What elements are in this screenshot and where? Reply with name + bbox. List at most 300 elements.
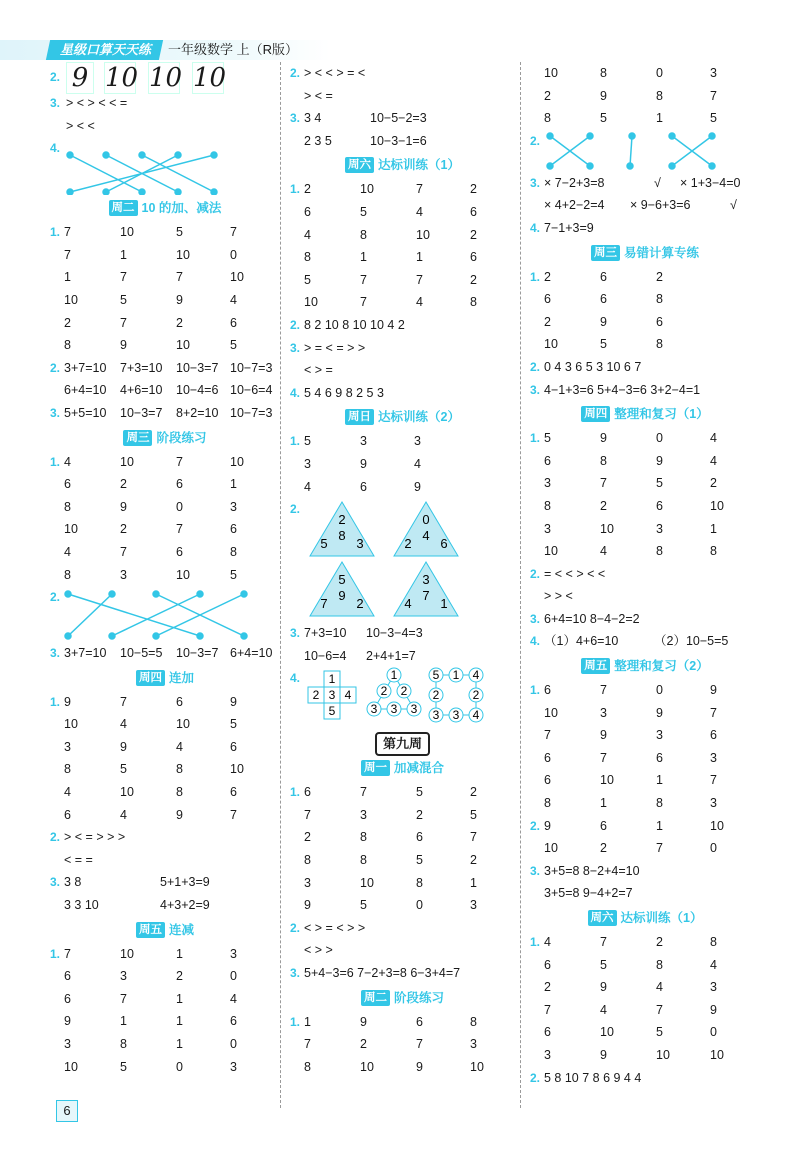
answer-cell: 10 [544,841,558,856]
answer-cell: 7 [416,182,423,197]
answer-row [530,769,760,792]
answer-cell: 2 [470,272,477,287]
answer-cell: 0 [230,1037,237,1051]
answer-cell: 2 [656,935,663,949]
answer-cell: 8 [416,875,423,890]
answer-cell: 8 [710,544,717,559]
answer-cell: 0 [656,683,663,698]
answer-cell: 9 [230,694,237,709]
answer-cell: 2 [470,227,477,242]
answer-cell: 2 [360,1037,367,1052]
ring-number: 4 [472,708,480,723]
answer-cell: 10 [120,785,134,800]
answer-row [290,453,515,476]
answer-row [290,1033,515,1056]
answer-cell: 8 [64,499,71,514]
answer-row [50,804,280,827]
answer-cell: 7 [544,1002,551,1017]
ring-number: 2 [432,688,440,703]
answer-row [530,85,760,108]
answer-cell: 7 [416,272,423,287]
answer-cell: 7 [304,1037,311,1052]
triangle-number: 2 [404,536,412,552]
answer-cell: 5 [360,898,367,913]
answer-cell: 9 [120,499,127,514]
answer-row [530,702,760,725]
answer-cell: 8 [470,295,477,310]
answer-cell: 10 [230,762,244,777]
answer-cell: 4 [230,292,237,307]
answer-cell: 1 [360,250,367,265]
answer-row [530,747,760,770]
answer-row [290,291,515,314]
answer-cell: 10 [600,773,614,788]
answer-row [530,333,760,356]
page-number: 6 [56,1100,78,1122]
answer-row [50,758,280,781]
answer-cell: 0 [710,841,717,856]
answer-row [530,311,760,334]
column-2: 2. > < < > = < > < = 3. 3 4 10−5−2=3 2 3 5 10−3−1=6 周六 达标训练（1） 1. 2 10 7 2 6 5 4 6 4 8 10 2 8 1 1 6 5 7 7 2 10 7 4 8 2. 8 2 10 8 10 10 4 2 3. > = < = > > < > = 4. 5 4 6 9 8 2 5 3 周日 达标训练（2） 1. 5 3 3 3 9 4 4 6 9 2. 2 5 8 3 0 2 4 6 5 7 9 2 3 4 7 1 3. 7+3=10 10−3−4=3 10−6=4 2+4+1=7 4. 1 2 3 4 5 1 2 2 3 3 3 5 1 4 2 2 3 3 4 第九周 周一 加减混合 1. 6 7 5 2 7 3 2 5 2 8 6 7 8 8 5 2 3 10 8 1 9 5 0 3 2. < > = < > > < > > 3. 5+4−3=6 7−2+3=8 6−3+4=7 周二 阶段练习 1. 1 9 6 8 7 2 7 3 8 10 9 10 [290,62,515,1078]
question-number: 2. [530,818,541,833]
answer-cell: 6 [304,204,311,219]
answer-cell: 7 [600,476,607,491]
answer-cell: 6 [544,292,551,307]
answer-cell: 3 [600,705,607,720]
answer-cell: 4 [304,479,311,494]
answer-cell: 3 [230,946,237,961]
triangle-number: 8 [338,528,346,544]
answer-cell: 2 [710,476,717,491]
answer-cell: 7 [710,705,717,720]
answer-cell: 6 [544,683,551,698]
answer-row [50,736,280,759]
answer-cell: 7 [304,807,311,822]
answer-cell: 7 [416,1037,423,1052]
answer-cell: 6 [470,250,477,265]
answer-cell: 3 [710,980,717,995]
answer-cell: 8 [230,544,237,559]
answer-cell: 7 [230,225,237,240]
number-puzzles [304,667,504,729]
tri-number: 3 [410,702,418,717]
answer-cell: 4 [230,991,237,1006]
answer-cell: 6 [544,1025,551,1040]
answer-cell: 1 [64,270,71,285]
answer-row [530,792,760,815]
answer-cell: 10 [120,946,134,961]
answer-row [290,1011,515,1034]
answer-cell: 6 [544,773,551,788]
answer-cell: 2 [64,315,71,330]
answer-cell: 9 [710,683,717,698]
answer-cell: 8 [710,935,717,949]
answer-row [50,473,280,496]
answer-cell: 9 [304,898,311,913]
column-divider [280,62,281,1108]
answer-row [50,451,280,474]
answer-cell: 9 [120,338,127,353]
answer-cell: 6 [360,479,367,494]
answer-cell: 9 [176,807,183,822]
answer-cell: 4 [710,431,717,446]
cross-number: 5 [328,704,336,719]
section-heading: 周二 10 的加、减法 [50,195,280,221]
section-heading: 周四 连加 [50,665,280,691]
header-brand: 星级口算天天练 [46,40,163,60]
answer-cell: 3 [64,739,71,754]
section-heading: 周一 加减混合 [290,755,515,781]
answer-row [50,564,280,587]
answer-cell: 8 [360,830,367,845]
tri-number: 1 [390,668,398,683]
answer-cell: 2 [304,182,311,197]
answer-cell: 6 [64,991,71,1006]
answer-cell: 5 [416,853,423,868]
answer-row [530,427,760,450]
ring-number: 5 [432,668,440,683]
answer-cell: 4 [544,935,551,949]
answer-cell: 9 [416,1059,423,1074]
answer-row [290,476,515,499]
tri-number: 3 [390,702,398,717]
answer-cell: 7 [120,270,127,285]
answer-cell: 7 [710,88,717,103]
answer-cell: 4 [64,544,71,559]
column-1: 2. 9 10 10 10 3. > < > < < = > < < 4. 周二 10 的加、减法 1. 7 10 5 7 7 1 10 0 1 7 7 10 10 5 9 4 2 7 2 6 8 9 10 5 2. 3+7=10 7+3=10 10−3=7 10−7=3 6+4=10 4+6=10 10−4=6 10−6=4 3. 5+5=10 10−3=7 8+2=10 10−7=3 周三 阶段练习 1. 4 10 7 10 6 2 6 1 8 9 0 3 10 2 7 6 4 7 6 8 8 3 10 5 2. 3. 3+7=10 10−5=5 10−3=7 6+4=10 周四 连加 1. 9 7 6 9 10 4 10 5 3 9 4 6 8 5 8 10 4 10 8 6 6 4 9 7 2. > < = > > > < = = 3. 3 8 5+1+3=9 3 3 10 4+3+2=9 周五 连减 1. 7 10 1 3 6 3 2 0 6 7 1 4 9 1 1 6 3 8 1 0 10 5 0 3 [50,62,280,1078]
answer-cell: 7 [544,728,551,743]
answer-cell: 6 [544,453,551,468]
answer-cell: 4 [120,717,127,732]
answer-cell: 0 [710,1025,717,1040]
answer-cell: 4 [176,739,183,754]
answer-cell: 4 [656,980,663,995]
answer-cell: 3 [470,898,477,913]
answer-cell: 9 [544,818,551,833]
answer-cell: 6 [656,314,663,329]
answer-cell: 6 [416,1014,423,1029]
answer-cell: 6 [544,957,551,972]
answer-cell: 2 [120,522,127,537]
answer-cell: 6 [230,522,237,537]
answer-cell: 8 [360,853,367,868]
answer-cell: 10 [710,498,724,513]
cross-number: 4 [344,688,352,703]
answer-cell: 5 [304,434,311,449]
answer-cell: 2 [176,969,183,984]
answer-cell: 0 [176,499,183,514]
answer-row [290,872,515,895]
number-triangles [304,498,504,622]
question-number: 1. [290,182,301,197]
section-heading: 周二 阶段练习 [290,985,515,1011]
answer-cell: 10 [544,705,558,720]
answer-cell: 3 [414,434,421,449]
answer-cell: 3 [710,66,717,80]
answer-cell: 10 [360,182,374,197]
answer-cell: 3 [544,476,551,491]
answer-cell: 6 [64,807,71,822]
answer-row [530,1021,760,1044]
answer-cell: 4 [600,1002,607,1017]
answer-cell: 8 [304,250,311,265]
answer-cell: 3 [710,750,717,765]
answer-row [50,244,280,267]
answer-cell: 6 [64,477,71,492]
answer-cell: 8 [64,338,71,353]
answer-cell: 2 [120,477,127,492]
answer-cell: 8 [656,292,663,307]
question-number: 1. [50,454,61,469]
answer-cell: 1 [710,521,717,536]
answer-cell: 3 [544,521,551,536]
section-heading: 周五 整理和复习（2） [530,653,760,679]
answer-cell: 6 [64,969,71,984]
answer-cell: 7 [64,225,71,240]
answer-cell: 8 [470,1014,477,1029]
answer-row [290,894,515,917]
cross-number: 1 [328,672,336,687]
cross-number: 2 [312,688,320,703]
answer-cell: 3 [304,456,311,471]
answer-cell: 10 [176,567,190,582]
answer-cell: 10 [710,1047,724,1062]
answer-row [290,1056,515,1079]
triangle-number: 4 [404,596,412,612]
answer-cell: 6 [416,830,423,845]
answer-cell: 6 [600,818,607,833]
answer-cell: 3 [120,969,127,984]
matching-lines [544,130,744,172]
question-number: 1. [530,683,541,698]
answer-row [530,976,760,999]
answer-row [290,201,515,224]
answer-cell: 1 [656,111,663,126]
cross-number: 3 [328,688,336,703]
answer-cell: 5 [230,717,237,732]
answer-cell: 5 [120,292,127,307]
triangle-number: 3 [422,572,430,588]
matching-lines [64,586,274,642]
answer-row [290,826,515,849]
question-number: 1. [50,225,61,240]
answer-row [50,496,280,519]
answer-cell: 10 [64,522,78,537]
answer-cell: 7 [230,807,237,822]
answer-cell: 5 [360,204,367,219]
answer-cell: 7 [176,270,183,285]
answer-cell: 6 [230,315,237,330]
answer-cell: 6 [230,1014,237,1029]
answer-cell: 4 [710,957,717,972]
answer-cell: 0 [230,969,237,984]
answer-row [50,518,280,541]
answer-cell: 1 [176,1014,183,1029]
answer-cell: 9 [360,1014,367,1029]
tri-number: 3 [370,702,378,717]
answer-cell: 5 [120,762,127,777]
answer-cell: 5 [230,567,237,582]
answer-cell: 3 [360,434,367,449]
answer-cell: 2 [600,841,607,856]
answer-cell: 7 [120,544,127,559]
ring-number: 1 [452,668,460,683]
question-number: 1. [290,434,301,449]
answer-cell: 1 [176,946,183,961]
answer-cell: 7 [600,935,607,949]
answer-cell: 7 [656,841,663,856]
answer-cell: 7 [176,454,183,469]
answer-cell: 5 [544,431,551,446]
answer-cell: 6 [176,694,183,709]
answer-cell: 6 [230,739,237,754]
answer-cell: 5 [416,785,423,800]
answer-cell: 8 [304,853,311,868]
answer-cell: 9 [64,694,71,709]
answer-cell: 1 [656,818,663,833]
answer-cell: 6 [656,498,663,513]
answer-cell: 2 [416,807,423,822]
triangle-number: 9 [338,588,346,604]
answer-cell: 2 [544,314,551,329]
answer-row [50,943,280,966]
answer-cell: 4 [64,454,71,469]
answer-row [50,713,280,736]
answer-cell: 7 [120,991,127,1006]
triangle-number: 2 [356,596,364,612]
answer-cell: 1 [470,875,477,890]
answer-cell: 8 [656,337,663,352]
answer-cell: 10 [64,717,78,732]
answer-cell: 10 [176,717,190,732]
answer-cell: 7 [360,272,367,287]
answer-cell: 8 [656,88,663,103]
answer-cell: 7 [656,1002,663,1017]
answer-cell: 10 [600,1025,614,1040]
answer-row [530,107,760,130]
answer-cell: 10 [64,1059,78,1074]
answer-cell: 8 [656,544,663,559]
answer-cell: 7 [710,773,717,788]
answer-cell: 6 [176,544,183,559]
answer-cell: 2 [656,269,663,284]
answer-row [530,1044,760,1067]
ring-number: 3 [432,708,440,723]
answer-row [290,269,515,292]
answer-cell: 10 [544,337,558,352]
section-heading: 周四 整理和复习（1） [530,401,760,427]
ring-number: 2 [472,688,480,703]
section-heading: 周五 连减 [50,917,280,943]
answer-cell: 6 [656,750,663,765]
section-heading: 周六 达标训练（1） [530,905,760,931]
answer-row [50,781,280,804]
ring-number: 4 [472,668,480,683]
answer-cell: 10 [120,454,134,469]
answer-cell: 8 [176,762,183,777]
answer-row [50,965,280,988]
triangle-number: 0 [422,512,430,528]
triangle-number: 7 [422,588,430,604]
section-heading: 周三 阶段练习 [50,425,280,451]
answer-cell: 8 [176,785,183,800]
answer-cell: 2 [176,315,183,330]
answer-cell: 10 [64,292,78,307]
answer-row [530,495,760,518]
answer-cell: 9 [120,739,127,754]
answer-row [50,1033,280,1056]
answer-cell: 7 [120,315,127,330]
answer-cell: 5 [176,225,183,240]
answer-cell: 3 [544,1047,551,1062]
answer-row [290,224,515,247]
answer-cell: 7 [600,750,607,765]
answer-row [530,288,760,311]
answer-cell: 8 [544,498,551,513]
answer-cell: 6 [600,292,607,307]
answer-cell: 6 [304,785,311,800]
answer-row [50,541,280,564]
answer-cell: 8 [120,1037,127,1051]
answer-cell: 9 [414,479,421,494]
answer-row [530,724,760,747]
answer-cell: 9 [600,980,607,995]
answer-cell: 10 [360,1059,374,1074]
answer-row [530,999,760,1022]
answer-cell: 5 [470,807,477,822]
answer-cell: 9 [710,1002,717,1017]
column-divider [520,62,521,1108]
question-number: 1. [530,935,541,949]
answer-row [50,1010,280,1033]
answer-cell: 9 [600,728,607,743]
header-subtitle: 一年级数学 上（R版） [168,42,299,57]
answer-cell: 5 [120,1059,127,1074]
answer-cell: 7 [360,785,367,800]
answer-cell: 4 [416,204,423,219]
answer-cell: 7 [64,247,71,262]
question-number: 1. [50,946,61,961]
answer-cell: 1 [656,773,663,788]
answer-cell: 10 [360,875,374,890]
answer-row [290,430,515,453]
answer-cell: 3 [230,1059,237,1074]
answer-cell: 6 [544,750,551,765]
answer-cell: 5 [656,1025,663,1040]
answer-row [530,815,760,838]
answer-cell: 2 [544,980,551,995]
answer-cell: 4 [64,785,71,800]
matching-lines [64,137,264,195]
answer-cell: 3 [360,807,367,822]
answer-cell: 5 [600,111,607,126]
answer-cell: 9 [600,431,607,446]
answer-cell: 8 [64,762,71,777]
answer-cell: 3 [656,728,663,743]
answer-cell: 7 [360,295,367,310]
answer-cell: 8 [360,227,367,242]
answer-cell: 4 [304,227,311,242]
triangle-number: 5 [338,572,346,588]
triangle-number: 6 [440,536,448,552]
answer-cell: 10 [304,295,318,310]
answer-cell: 1 [304,1014,311,1029]
answer-cell: 0 [416,898,423,913]
answer-row [50,988,280,1011]
week-badge: 第九周 [290,729,515,755]
triangle-number: 5 [320,536,328,552]
answer-cell: 9 [64,1014,71,1029]
